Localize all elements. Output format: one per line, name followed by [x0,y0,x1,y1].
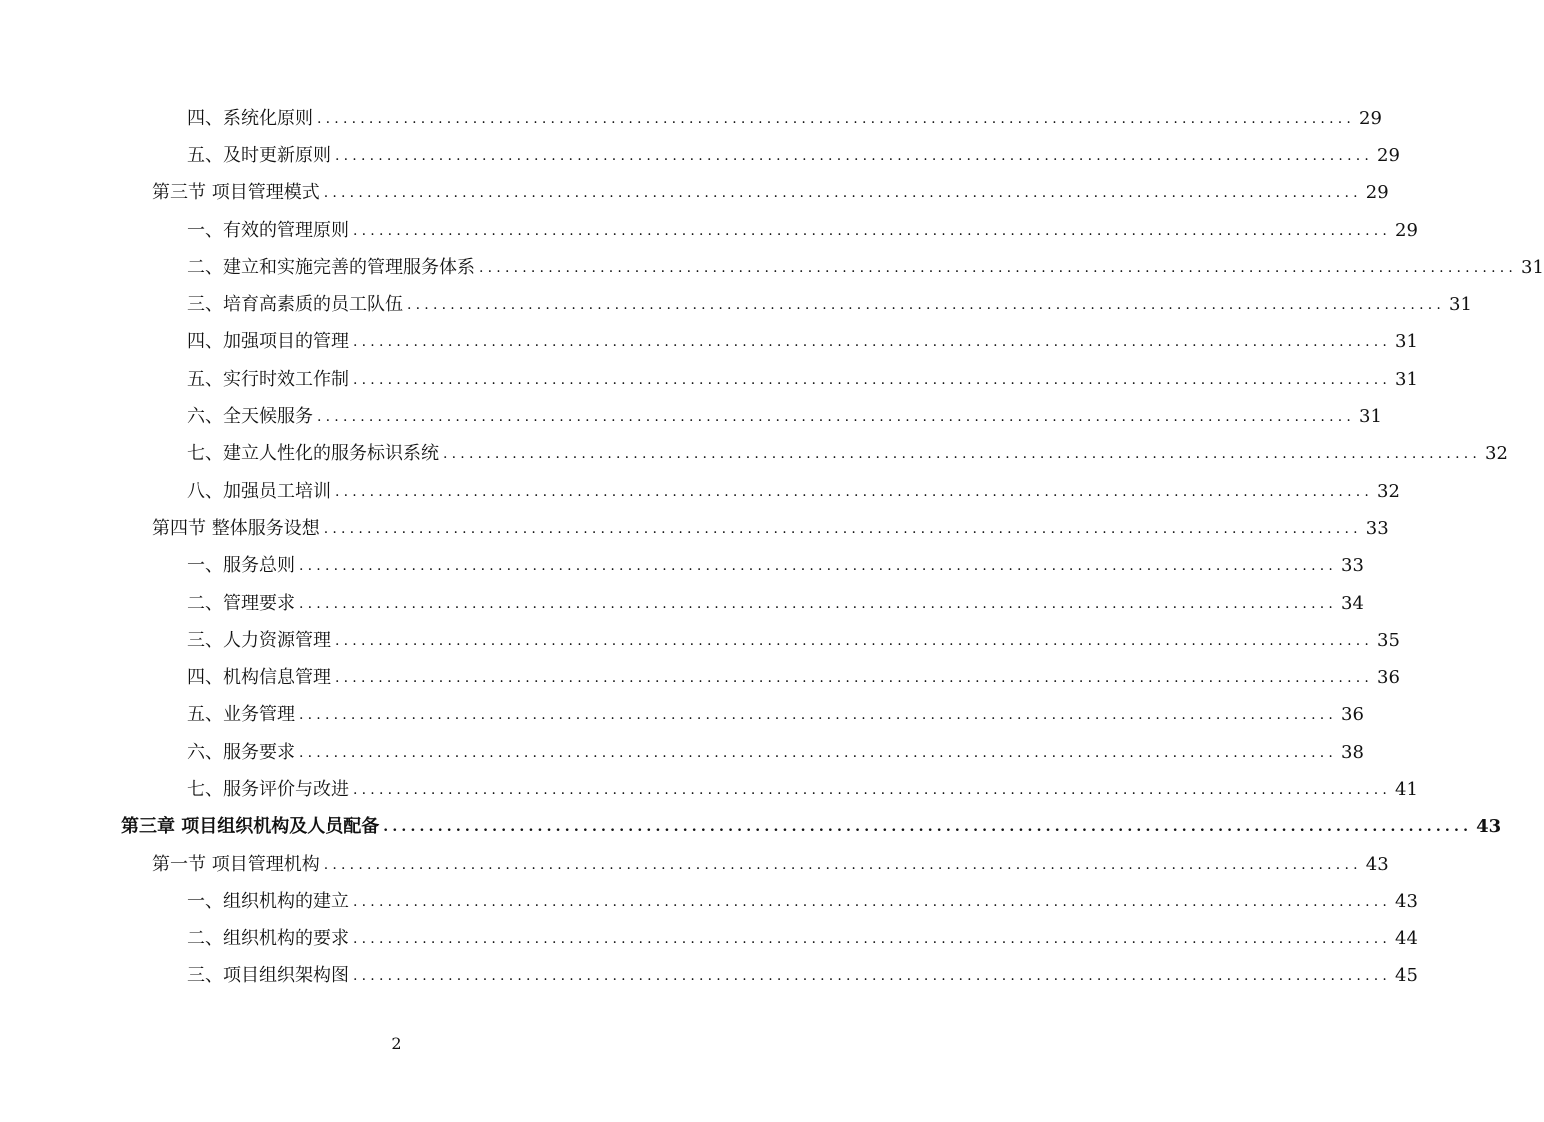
toc-entry-page-number: 31 [1395,368,1418,390]
toc-subsection-entry[interactable] [0,286,1472,323]
toc-dot-leader: ........................................................................................................................ [335,147,1374,164]
toc-entry-title: 第三节 项目管理模式 [152,182,320,204]
toc-subsection-entry[interactable] [0,958,1418,995]
toc-dot-leader: ........................................................................................................................ [353,781,1392,798]
toc-dot-leader: ........................................................................................................................ [317,110,1356,127]
toc-subsection-entry[interactable] [0,622,1400,659]
toc-entry-page-number: 32 [1377,480,1400,502]
toc-dot-leader: ........................................................................................................................ [353,893,1392,910]
toc-entry-title: 第三章 项目组织机构及人员配备 [121,816,380,838]
toc-dot-leader: ........................................................................................................................ [383,819,1473,836]
toc-entry-page-number: 29 [1359,107,1382,129]
toc-entry-title: 二、管理要求 [187,592,295,614]
toc-dot-leader: ........................................................................................................................ [335,483,1374,500]
toc-entry-page-number: 29 [1395,219,1418,241]
toc-entry-page-number: 38 [1341,741,1364,763]
toc-entry-page-number: 43 [1365,853,1389,875]
toc-entry-title: 二、建立和实施完善的管理服务体系 [187,256,475,278]
toc-dot-leader: ........................................................................................................................ [335,632,1374,649]
toc-dot-leader: ........................................................................................................................ [335,670,1374,687]
toc-entry-title: 五、实行时效工作制 [187,368,349,390]
toc-entry-title: 五、及时更新原则 [187,144,331,166]
toc-subsection-entry[interactable] [0,771,1418,808]
toc-entry-title: 第一节 项目管理机构 [152,853,320,875]
toc-entry-page-number: 45 [1395,965,1418,987]
toc-entry-title: 四、加强项目的管理 [187,331,349,353]
toc-subsection-entry[interactable] [0,473,1400,510]
toc-dot-leader: ........................................................................................................................ [353,371,1392,388]
toc-entry-title: 一、组织机构的建立 [187,890,349,912]
toc-entry-page-number: 34 [1341,592,1364,614]
toc-subsection-entry[interactable] [0,249,1544,286]
toc-entry-page-number: 36 [1377,667,1400,689]
toc-entry-page-number: 31 [1395,331,1418,353]
toc-dot-leader: ........................................................................................................................ [317,409,1356,426]
toc-subsection-entry[interactable] [0,548,1364,585]
toc-dot-leader: ........................................................................................................................ [353,968,1392,985]
toc-entry-page-number: 31 [1521,256,1544,278]
toc-section-entry[interactable] [0,175,1389,212]
toc-entry-page-number: 29 [1365,182,1389,204]
toc-entry-title: 八、加强员工培训 [187,480,331,502]
toc-entry-title: 四、系统化原则 [187,107,313,129]
toc-dot-leader: ........................................................................................................................ [407,297,1446,314]
toc-dot-leader: ........................................................................................................................ [299,707,1338,724]
toc-entry-page-number: 35 [1377,629,1400,651]
toc-entry-page-number: 29 [1377,144,1400,166]
toc-entry-title: 第四节 整体服务设想 [152,517,320,539]
toc-entry-page-number: 36 [1341,704,1364,726]
toc-entry-page-number: 43 [1476,816,1502,838]
toc-entry-title: 三、人力资源管理 [187,629,331,651]
toc-entry-page-number: 31 [1359,406,1382,428]
toc-dot-leader: ........................................................................................................................ [323,185,1362,202]
toc-dot-leader: ........................................................................................................................ [443,446,1482,463]
toc-entry-title: 七、建立人性化的服务标识系统 [187,443,439,465]
toc-entry-title: 一、服务总则 [187,555,295,577]
toc-dot-leader: ........................................................................................................................ [323,520,1362,537]
toc-entry-page-number: 33 [1365,517,1389,539]
toc-dot-leader: ........................................................................................................................ [479,259,1518,276]
toc-entry-page-number: 32 [1485,443,1508,465]
toc-entry-title: 五、业务管理 [187,704,295,726]
toc-entry-page-number: 41 [1395,778,1418,800]
table-of-contents [0,100,1544,995]
toc-entry-title: 七、服务评价与改进 [187,778,349,800]
toc-subsection-entry[interactable] [0,697,1364,734]
toc-subsection-entry[interactable] [0,398,1382,435]
toc-subsection-entry[interactable] [0,324,1418,361]
toc-subsection-entry[interactable] [0,212,1418,249]
toc-subsection-entry[interactable] [0,100,1382,137]
toc-chapter-entry[interactable] [0,809,1502,846]
toc-subsection-entry[interactable] [0,659,1400,696]
toc-entry-page-number: 44 [1395,928,1418,950]
toc-subsection-entry[interactable] [0,883,1418,920]
toc-dot-leader: ........................................................................................................................ [299,744,1338,761]
toc-entry-title: 四、机构信息管理 [187,667,331,689]
toc-entry-page-number: 31 [1449,294,1472,316]
toc-entry-page-number: 33 [1341,555,1364,577]
toc-section-entry[interactable] [0,510,1389,547]
toc-entry-title: 一、有效的管理原则 [187,219,349,241]
toc-dot-leader: ........................................................................................................................ [299,595,1338,612]
toc-subsection-entry[interactable] [0,585,1364,622]
toc-entry-title: 三、培育高素质的员工队伍 [187,294,403,316]
toc-entry-title: 三、项目组织架构图 [187,965,349,987]
toc-dot-leader: ........................................................................................................................ [353,222,1392,239]
toc-dot-leader: ........................................................................................................................ [353,334,1392,351]
toc-subsection-entry[interactable] [0,361,1418,398]
toc-entry-title: 二、组织机构的要求 [187,928,349,950]
toc-subsection-entry[interactable] [0,921,1418,958]
toc-dot-leader: ........................................................................................................................ [323,856,1362,873]
toc-entry-page-number: 43 [1395,890,1418,912]
toc-entry-title: 六、服务要求 [187,741,295,763]
page-number: 2 [391,1034,402,1053]
toc-dot-leader: ........................................................................................................................ [353,931,1392,948]
toc-subsection-entry[interactable] [0,734,1364,771]
toc-section-entry[interactable] [0,846,1389,883]
toc-subsection-entry[interactable] [0,436,1508,473]
toc-subsection-entry[interactable] [0,137,1400,174]
toc-entry-title: 六、全天候服务 [187,406,313,428]
toc-dot-leader: ........................................................................................................................ [299,558,1338,575]
